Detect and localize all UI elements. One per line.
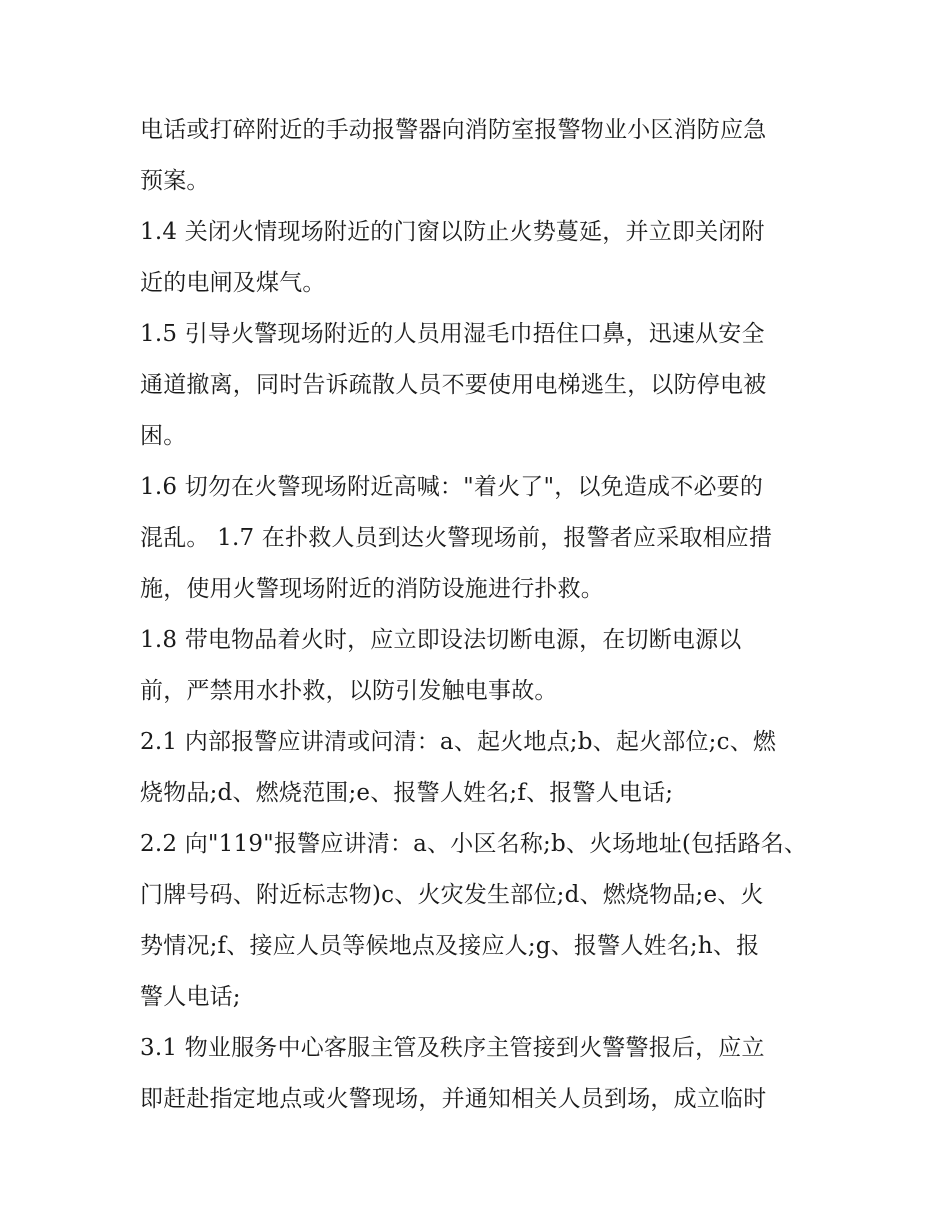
text-line: 势情况;f、接应人员等候地点及接应人;g、报警人姓名;h、报 (140, 933, 760, 959)
text-line: 预案。 (140, 168, 210, 194)
text-line: 前，严禁用水扑救，以防引发触电事故。 (140, 678, 558, 704)
text-line: 2.2 向"119"报警应讲清：a、小区名称;b、火场地址(包括路名、 (140, 831, 808, 857)
text-line: 1.8 带电物品着火时，应立即设法切断电源，在切断电源以 (140, 627, 742, 653)
text-line: 电话或打碎附近的手动报警器向消防室报警物业小区消防应急 (140, 117, 767, 143)
document-body (140, 105, 820, 1125)
text-line: 警人电话; (140, 984, 241, 1010)
text-line: 近的电闸及煤气。 (140, 270, 326, 296)
text-line: 1.4 关闭火情现场附近的门窗以防止火势蔓延，并立即关闭附 (140, 219, 765, 245)
text-line: 烧物品;d、燃烧范围;e、报警人姓名;f、报警人电话; (140, 780, 674, 806)
text-line: 困。 (140, 423, 187, 449)
text-line: 施，使用火警现场附近的消防设施进行扑救。 (140, 576, 604, 602)
text-line: 1.5 引导火警现场附近的人员用湿毛巾捂住口鼻，迅速从安全 (140, 321, 765, 347)
text-line: 即赶赴指定地点或火警现场，并通知相关人员到场，成立临时 (140, 1086, 767, 1112)
text-line: 1.6 切勿在火警现场附近高喊："着火了"，以免造成不必要的 (140, 474, 764, 500)
text-line: 混乱。 1.7 在扑救人员到达火警现场前，报警者应采取相应措 (140, 525, 773, 551)
text-line: 门牌号码、附近标志物)c、火灾发生部位;d、燃烧物品;e、火 (140, 882, 764, 908)
text-line: 3.1 物业服务中心客服主管及秩序主管接到火警警报后，应立 (140, 1035, 765, 1061)
text-line: 2.1 内部报警应讲清或问清：a、起火地点;b、起火部位;c、燃 (140, 729, 777, 755)
text-line: 通道撤离，同时告诉疏散人员不要使用电梯逃生，以防停电被 (140, 372, 767, 398)
